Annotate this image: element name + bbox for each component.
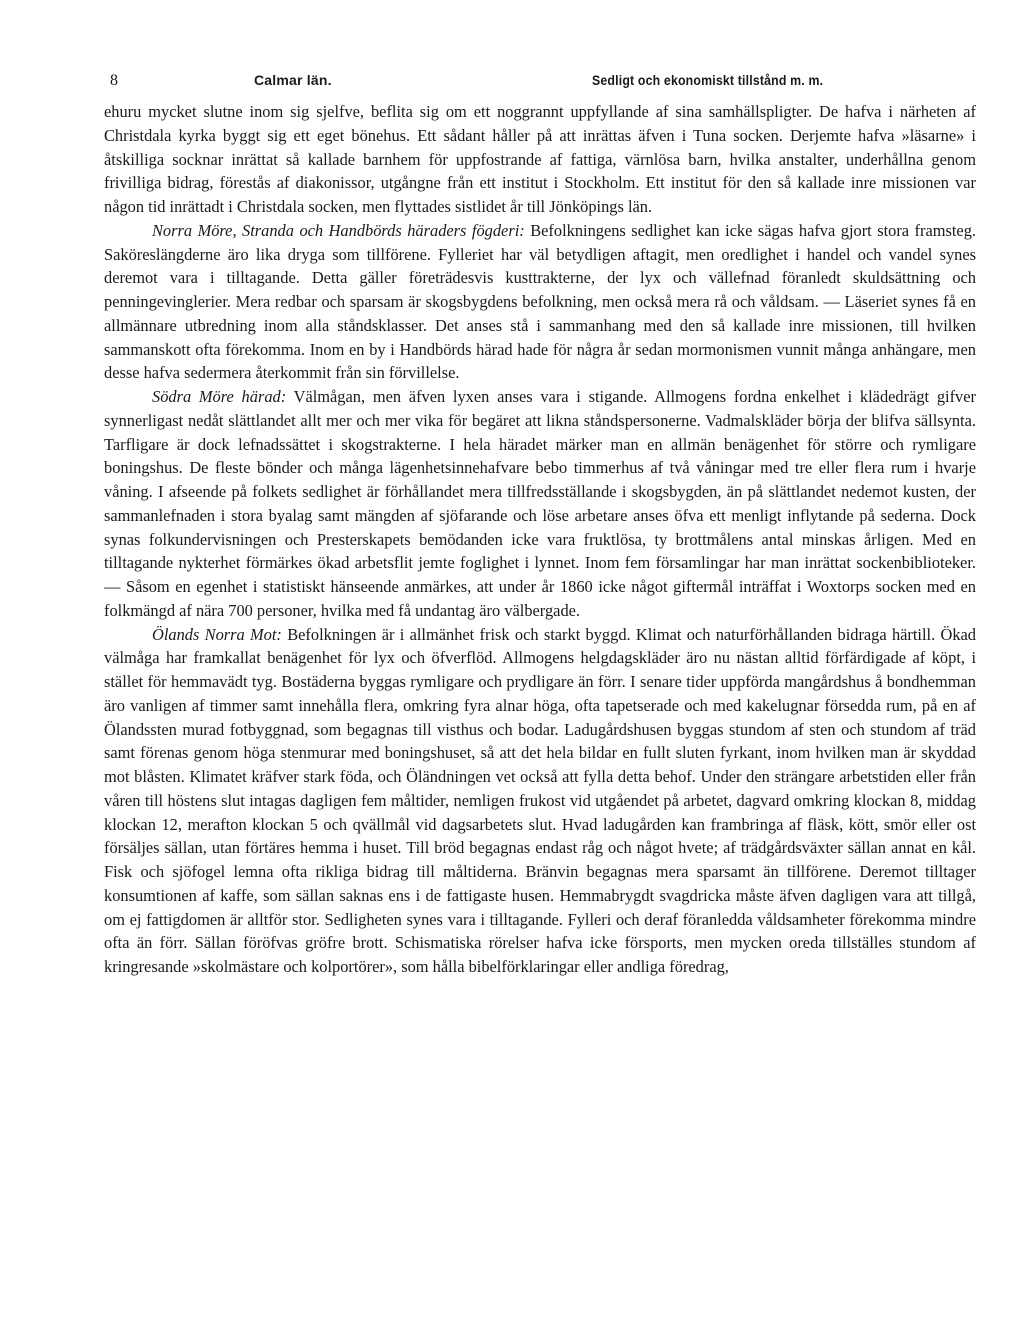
district-heading: Ölands Norra Mot:	[152, 624, 282, 644]
district-heading: Norra Möre, Stranda och Handbörds häraders fögderi:	[152, 220, 525, 240]
section-heading: Sedligt och ekonomiskt tillstånd m. m.	[592, 72, 824, 88]
paragraph	[104, 219, 976, 385]
district-heading: Södra Möre härad:	[152, 387, 287, 406]
county-heading: Calmar län.	[254, 72, 332, 88]
page-number: 8	[110, 72, 119, 89]
paragraph	[104, 385, 976, 623]
paragraph-text: Befolkningens sedlighet kan icke sägas hafva gjort stora framsteg. Saköreslängderne äro lika dryga som tillförene. Fylleriet har väl betydligen aftagit, men oredlighet i handel och vandel synes deremot vara i tilltagande. Detta gäller företrädesvis kusttrakterne, der lyx och vällefnad föranledt skuldsättning och penningevinglerier. Mera redbar och sparsam är skogsbygdens befolkning, men också mera rå och våldsam. — Läseriet synes få en allmännare utbredning inom alla ståndsklasser. Det anses stå i sammanhang med den så kallade inre missionen, till hvilken sammanskott ofta förekomma. Inom en by i Handbörds härad hade för några år sedan mormonismen vunnit många anhängare, men desse hafva sedermera återkommit från sin förvillelse.	[104, 220, 976, 383]
document-page	[104, 60, 976, 979]
paragraph-text: ehuru mycket slutne inom sig sjelfve, beflita sig om ett noggrannt uppfyllande af sina samhällspligter. De hafva i närheten af Christdala kyrka byggt sig ett eget bönehus. Ett sådant håller på att inrättas äfven i Tuna socken. Derjemte hafva »läsarne» i åtskilliga socknar inrättat så kallade barnhem för uppfostrande af fattiga, värnlösa barn, hvilka anstalter, underhållna genom frivilliga bidrag, förestås af diakonissor, utgångne från ett institut i Stockholm. Ett institut för den så kallade inre missionen var någon tid inrättadt i Christdala socken, men flyttades sistlidet år till Jönköpings län.	[104, 102, 976, 216]
body-text	[104, 100, 976, 979]
paragraph-text: Befolkningen är i allmänhet frisk och starkt byggd. Klimat och naturförhållanden bidraga härtill. Ökad välmåga har framkallat benägenhet för lyx och öfverflöd. Allmogens helgdagskläder äro nu nästan alltid förfärdigade af köpt, i stället för hemmavädt tyg. Bostäderna byggas rymligare och prydligare än förr. I senare tider uppförda mangårdshus å bondhemman äro vanligen af timmer samt innehålla flera, omkring fyra alnar höga, ofta tapetserade och med kakelugnar försedda rum, på en af Ölandssten murad fotbyggnad, som begagnas till visthus och bodar. Ladugårdshusen byggas stundom af sten och stundom af träd samt förenas genom höga stenmurar med boningshuset, så att det hela bildar en fullt sluten fyrkant, inom hvilken man är skyddad mot blåsten. Klimatet kräfver stark föda, och Öländningen vet också att fylla detta behof. Under den strängare arbetstiden eller från våren till höstens slut intagas dagligen fem måltider, nemligen frukost vid utgåendet på arbetet, dagvard omkring klockan 8, middag klockan 12, merafton klockan 5 och qvällmål vid dagsarbetets slut. Hvad ladugården kan frambringa af fläsk, kött, smör eller ost försäljes sällan, utan förtäres hemma i huset. Till bröd begagnas endast råg och något hvete; af trädgårdsväxter sällan annat en kål. Fisk och sjöfogel lemna ofta rikliga bidrag till måltiderna. Bränvin begagnas mera sparsamt än tillförene. Deremot tilltager konsumtionen af kaffe, som sällan saknas ens i de fattigaste husen. Hemmabrygdt svagdricka måste äfven dagligen vara att tillgå, om ej fattigdomen är alltför stor. Sedligheten synes vara i tilltagande. Fylleri och deraf föranledda våldsamheter förekomma mindre ofta än förr. Sällan föröfvas gröfre brott. Schismatiska rörelser hafva icke försports, men mycken oreda tillställes stundom af kringresande »skolmästare och kolportörer», som hålla bibelförklaringar eller andliga föredrag,	[104, 624, 976, 976]
paragraph	[104, 100, 976, 219]
running-header	[104, 60, 976, 100]
paragraph	[104, 623, 976, 979]
paragraph-text: Välmågan, men äfven lyxen anses vara i stigande. Allmogens fordna enkelhet i klädedrägt gifver synnerligast nedåt slättlandet allt mer och mer vika för begäret att likna ståndspersonerne. Vadmalskläder börja der blifva sällsynta. Tarfligare är dock lefnadssättet i skogstrakterne. I hela häradet märker man en allmän benägenhet för större och rymligare boningshus. De fleste bönder och många lägenhetsinnehafvare bebo timmerhus af två våningar med tre eller flera rum i hvarje våning. I afseende på folkets sedlighet är förhållandet mera tillfredsställande i skogsbygden, än på slättlandet nedemot kusten, der sammanlefnaden i stora byalag samt mängden af sjöfarande och löse arbetare anses öfva ett menligt inflytande på sederna. Dock synas folkundervisningen och Presterskapets bemödanden icke vara fruktlösa, ty brottmålens antal minskas årligen. Med en tilltagande nykterhet förmärkes ökad arbetsflit jemte foglighet i lynnet. Inom fem församlingar har man inrättat sockenbiblioteker. — Såsom en egenhet i statistiskt hänseende anmärkes, att under år 1860 icke något giftermål inträffat i Woxtorps socken med en folkmängd af nära 700 personer, hvilka med få undantag äro välbergade.	[104, 387, 976, 620]
